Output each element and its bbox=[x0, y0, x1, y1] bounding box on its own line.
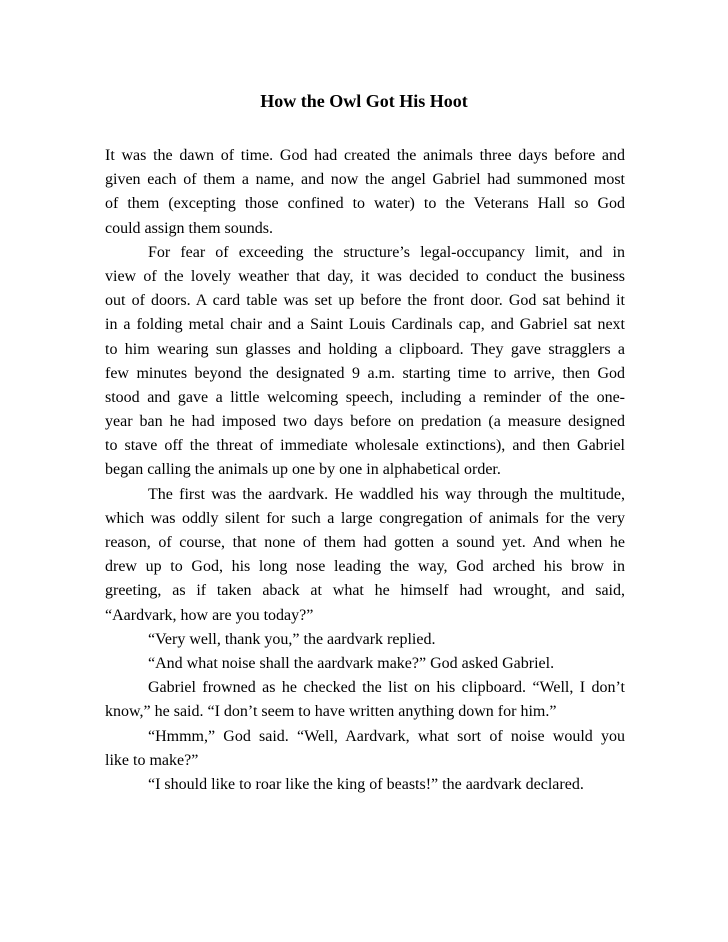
text-line: “Very well, thank you,” the aardvark replied. bbox=[148, 630, 436, 648]
text-line: like to make?” bbox=[105, 751, 199, 769]
text-line: For fear of exceeding the structure’s legal-occupancy limit, and in bbox=[148, 243, 625, 261]
text-line: to him wearing sun glasses and holding a clipboard. They gave stragglers a bbox=[105, 340, 625, 358]
text-line: in a folding metal chair and a Saint Louis Cardinals cap, and Gabriel sat next bbox=[105, 316, 625, 334]
text-line: to stave off the threat of immediate wholesale extinctions), and then Gabriel bbox=[105, 437, 625, 455]
text-line: which was oddly silent for such a large congregation of animals for the very bbox=[105, 509, 625, 527]
text-line: drew up to God, his long nose leading the way, God arched his brow in bbox=[105, 558, 625, 576]
text-line: view of the lovely weather that day, it was decided to conduct the business bbox=[105, 267, 625, 285]
text-line: “Aardvark, how are you today?” bbox=[105, 606, 314, 624]
text-line: given each of them a name, and now the angel Gabriel had summoned most bbox=[105, 171, 625, 189]
text-line: “And what noise shall the aardvark make?” God asked Gabriel. bbox=[148, 654, 555, 672]
text-line: began calling the animals up one by one in alphabetical order. bbox=[105, 461, 501, 479]
text-line: “I should like to roar like the king of beasts!” the aardvark declared. bbox=[148, 775, 584, 793]
document-title: How the Owl Got His Hoot bbox=[260, 91, 468, 111]
text-line: Gabriel frowned as he checked the list on his clipboard. “Well, I don’t bbox=[148, 679, 625, 697]
text-line: stood and gave a little welcoming speech, including a reminder of the one- bbox=[105, 388, 625, 406]
text-line: of them (excepting those confined to water) to the Veterans Hall so God bbox=[105, 195, 625, 213]
text-line: greeting, as if taken aback at what he himself had wrought, and said, bbox=[105, 582, 625, 600]
text-line: reason, of course, that none of them had gotten a sound yet. And when he bbox=[105, 534, 625, 551]
document-body bbox=[105, 144, 625, 797]
text-line: It was the dawn of time. God had created the animals three days before and bbox=[105, 147, 625, 164]
text-line: few minutes beyond the designated 9 a.m. starting time to arrive, then God bbox=[105, 364, 625, 382]
text-line: year ban he had imposed two days before on predation (a measure designed bbox=[105, 413, 625, 431]
text-line: know,” he said. “I don’t seem to have written anything down for him.” bbox=[105, 703, 557, 721]
text-line: out of doors. A card table was set up before the front door. God sat behind it bbox=[105, 292, 625, 310]
text-line: “Hmmm,” God said. “Well, Aardvark, what sort of noise would you bbox=[148, 727, 625, 745]
text-line: The first was the aardvark. He waddled his way through the multitude, bbox=[148, 485, 625, 503]
text-line: could assign them sounds. bbox=[105, 219, 273, 237]
